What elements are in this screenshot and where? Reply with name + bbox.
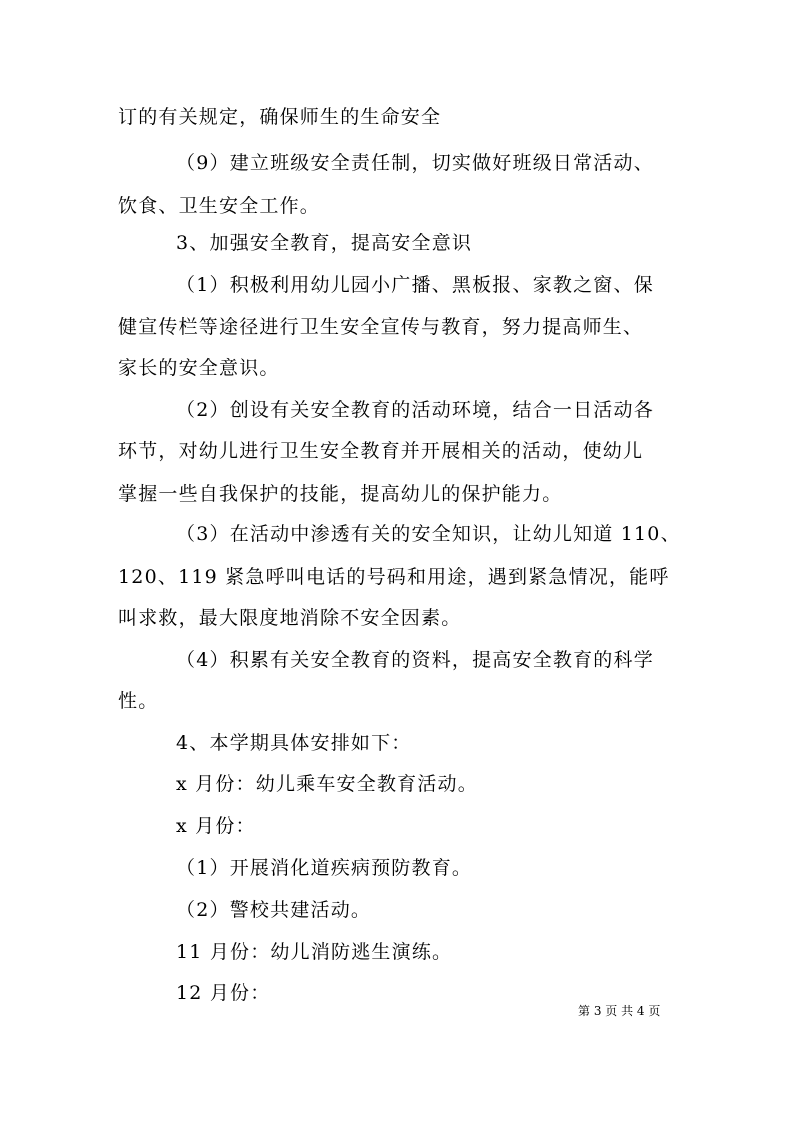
text-line: 健宣传栏等途径进行卫生安全宣传与教育，努力提高师生、 [118,316,644,338]
text-line: x 月份： [176,815,256,837]
text-line: （2）创设有关安全教育的活动环境，结合一日活动各 [176,399,654,421]
text-line: （2）警校共建活动。 [176,899,372,921]
text-line: 环节，对幼儿进行卫生安全教育并开展相关的活动，使幼儿 [118,440,644,462]
text-line: （3）在活动中渗透有关的安全知识，让幼儿知道 110、 [176,523,681,545]
text-line: 掌握一些自我保护的技能，提高幼儿的保护能力。 [118,483,563,505]
text-line: x 月份：幼儿乘车安全教育活动。 [176,773,478,795]
section-heading: 3、加强安全教育，提高安全意识 [176,232,473,254]
text-line: （1）积极利用幼儿园小广播、黑板报、家教之窗、保 [176,274,654,296]
text-line: 性。 [118,690,159,712]
text-line: （9）建立班级安全责任制，切实做好班级日常活动、 [176,152,654,174]
text-line: （1）开展消化道疾病预防教育。 [176,857,473,879]
page-number: 第 3 页 共 4 页 [578,1004,661,1018]
section-heading: 4、本学期具体安排如下： [176,732,412,754]
text-line: 家长的安全意识。 [118,357,280,379]
text-line: 120、119 紧急呼叫电话的号码和用途，遇到紧急情况，能呼 [118,566,670,588]
text-line: （4）积累有关安全教育的资料，提高安全教育的科学 [176,649,654,671]
text-line: 饮食、卫生安全工作。 [118,195,321,217]
text-line: 订的有关规定，确保师生的生命安全 [118,106,442,128]
text-line: 11 月份：幼儿消防逃生演练。 [176,941,453,963]
text-line: 叫求救，最大限度地消除不安全因素。 [118,607,462,629]
text-line: 12 月份： [176,982,271,1004]
